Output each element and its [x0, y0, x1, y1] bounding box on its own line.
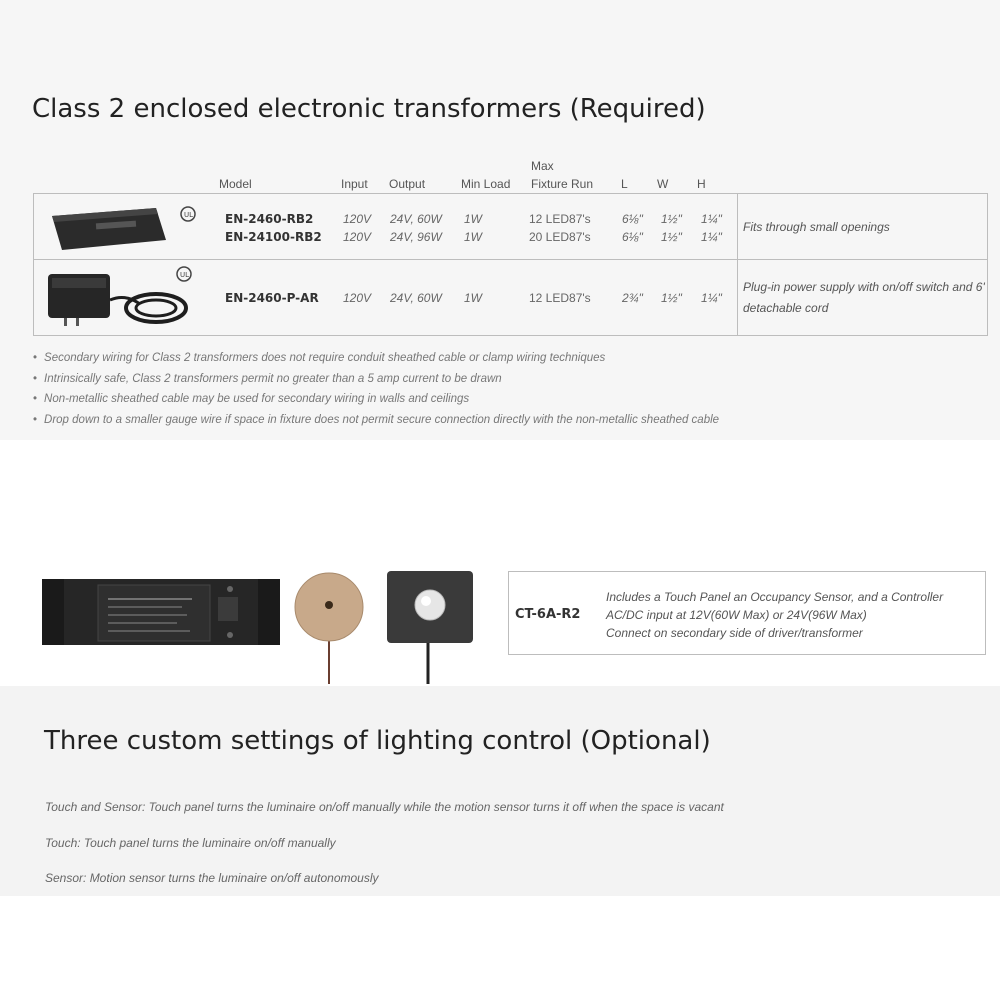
ul-mark-icon — [181, 207, 195, 221]
input-value: 120V — [343, 230, 372, 244]
transformer-notes-list — [33, 348, 719, 430]
width-value: 1½" — [661, 230, 682, 244]
section-title-transformers: Class 2 enclosed electronic transformers (Required) — [32, 94, 706, 124]
ul-mark-icon — [177, 267, 191, 281]
height-value: 1¼" — [701, 230, 722, 244]
col-header-max: Max — [531, 159, 554, 173]
fixture-run-value: 12 LED87's — [529, 212, 591, 226]
min-load-value: 1W — [464, 230, 482, 244]
model-name: EN-24100-RB2 — [225, 230, 322, 244]
output-value: 24V, 60W — [390, 291, 442, 305]
controller-box-image — [42, 577, 280, 647]
output-value: 24V, 96W — [390, 230, 442, 244]
output-value: 24V, 60W — [390, 212, 442, 226]
bottom-section-background — [0, 686, 1000, 896]
transformer-table — [33, 193, 988, 336]
length-value: 2¾" — [622, 291, 643, 305]
svg-text:UL: UL — [180, 271, 190, 279]
list-item: • Drop down to a smaller gauge wire if space in fixture does not permit secure connection directly with the non-metallic sheathed cable — [33, 410, 719, 431]
model-name: EN-2460-P-AR — [225, 291, 319, 305]
controller-description — [606, 588, 943, 642]
model-name: EN-2460-RB2 — [225, 212, 314, 226]
col-header-w: W — [657, 177, 669, 191]
col-header-min-load: Min Load — [461, 177, 511, 191]
slim-transformer-image — [48, 202, 208, 254]
col-header-model: Model — [219, 177, 252, 191]
list-item: • Secondary wiring for Class 2 transformers does not require conduit sheathed cable or clamp wiring techniques — [33, 348, 719, 369]
input-value: 120V — [343, 291, 372, 305]
option-touch-and-sensor: Touch and Sensor: Touch panel turns the luminaire on/off manually while the motion sensor turns it off when the space is vacant — [45, 800, 724, 814]
min-load-value: 1W — [464, 291, 482, 305]
row-note: Fits through small openings — [743, 220, 890, 234]
option-sensor: Sensor: Motion sensor turns the luminaire on/off autonomously — [45, 871, 379, 885]
min-load-value: 1W — [464, 212, 482, 226]
col-header-l: L — [621, 177, 628, 191]
col-header-output: Output — [389, 177, 426, 191]
controller-info-box — [508, 571, 986, 655]
input-value: 120V — [343, 212, 372, 226]
row-divider — [34, 259, 987, 260]
touch-panel-image — [292, 571, 368, 686]
occupancy-sensor-image — [385, 569, 475, 686]
column-divider — [737, 194, 738, 335]
length-value: 6⅛" — [622, 212, 643, 226]
fixture-run-value: 12 LED87's — [529, 291, 591, 305]
plug-in-adapter-image — [44, 264, 209, 332]
col-header-fixture-run: Fixture Run — [531, 177, 594, 191]
width-value: 1½" — [661, 291, 682, 305]
section-title-lighting-control: Three custom settings of lighting control (Optional) — [44, 726, 711, 756]
width-value: 1½" — [661, 212, 682, 226]
height-value: 1¼" — [701, 291, 722, 305]
fixture-run-value: 20 LED87's — [529, 230, 591, 244]
col-header-input: Input — [341, 177, 368, 191]
controller-model-name: CT-6A-R2 — [515, 607, 581, 622]
length-value: 6⅛" — [622, 230, 643, 244]
controller-desc-line: AC/DC input at 12V(60W Max) or 24V(96W Max) — [606, 608, 867, 622]
controller-desc-line: Connect on secondary side of driver/transformer — [606, 626, 863, 640]
list-item: • Non-metallic sheathed cable may be used for secondary wiring in walls and ceilings — [33, 389, 719, 410]
controller-desc-line: Includes a Touch Panel an Occupancy Sensor, and a Controller — [606, 590, 944, 604]
col-header-h: H — [697, 177, 706, 191]
svg-text:UL: UL — [184, 211, 194, 219]
height-value: 1¼" — [701, 212, 722, 226]
list-item: • Intrinsically safe, Class 2 transformers permit no greater than a 5 amp current to be drawn — [33, 369, 719, 390]
row-note: Plug-in power supply with on/off switch and 6' detachable cord — [743, 280, 985, 315]
option-touch: Touch: Touch panel turns the luminaire on/off manually — [45, 836, 336, 850]
